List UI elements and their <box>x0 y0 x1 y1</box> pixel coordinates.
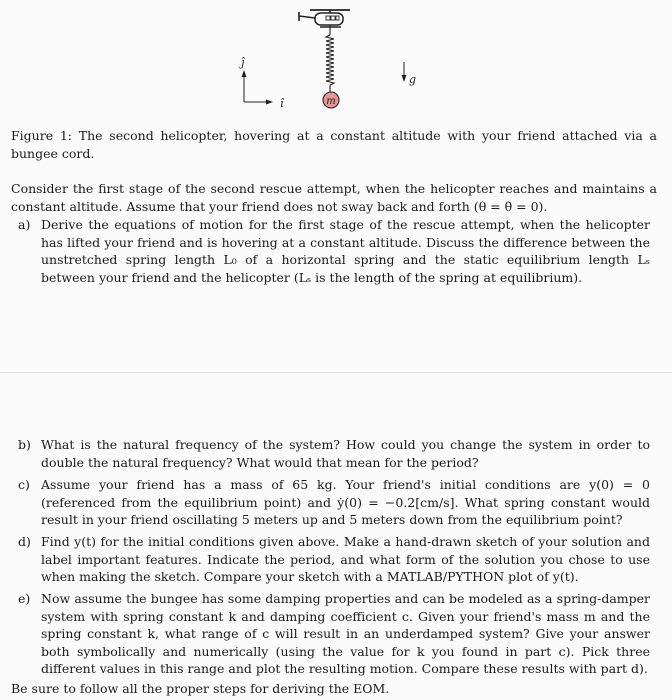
question-item-e <box>18 590 650 678</box>
helicopter-figure <box>0 0 672 125</box>
item-label: e) <box>18 591 31 606</box>
item-text: Assume your friend has a mass of 65 kg. Your friend's initial conditions are y(0) = 0 (referenced from the equilibrium point) and ẏ(0) = −0.2[cm/s]. What spring constant would result in your friend oscillating 5 meters up and 5 meters down from the equilibrium point? <box>41 477 650 527</box>
item-text: Find y(t) for the initial conditions given above. Make a hand-drawn sketch of your solution and label important features. Indicate the period, and what form of the solution you chose to use when making the sketch. Compare your sketch with a MATLAB/PYTHON plot of y(t). <box>41 534 650 584</box>
j-unit-label: ĵ <box>241 56 245 69</box>
page-break-divider <box>0 372 672 373</box>
item-label: c) <box>18 477 30 492</box>
item-label: a) <box>18 217 31 232</box>
helicopter-icon <box>299 10 350 27</box>
question-item-d <box>18 533 650 586</box>
item-text: Now assume the bungee has some damping properties and can be modeled as a spring-damper system with spring constant k and damping coefficient c. Given your friend's mass m and the spring constant k, what range of c will result in an underdamped system? Give your answer both symbolically and numerically (using the value for k you found in part c). Pick three different values in this range and plot the resulting motion. Compare these results with part d). <box>41 591 650 676</box>
item-text: Derive the equations of motion for the first stage of the rescue attempt, when the helicopter has lifted your friend and is hovering at a constant altitude. Discuss the difference between the unstretched spring length L₀ of a horizontal spring and the static equilibrium length Lₛ between your friend and the helicopter (Lₛ is the length of the spring at equilibrium). <box>41 217 650 285</box>
question-item-c <box>18 476 650 529</box>
item-text: What is the natural frequency of the system? How could you change the system in order to double the natural frequency? What would that mean for the period? <box>41 437 650 470</box>
question-item-a <box>18 216 650 286</box>
gravity-arrow <box>402 62 417 86</box>
bungee-spring <box>326 25 334 92</box>
item-label: b) <box>18 437 31 452</box>
final-instruction: Be sure to follow all the proper steps for deriving the EOM. <box>11 681 390 696</box>
item-label: d) <box>18 534 31 549</box>
mass-label: m <box>326 96 336 107</box>
friend-mass <box>323 92 339 108</box>
figure-caption: Figure 1: The second helicopter, hovering at a constant altitude with your friend attached via a bungee cord. <box>11 128 657 161</box>
i-unit-label: î <box>280 97 284 110</box>
gravity-label: g <box>409 73 417 86</box>
coordinate-axes <box>239 56 285 110</box>
intro-paragraph: Consider the first stage of the second rescue attempt, when the helicopter reaches and maintains a constant altitude. Assume that your friend does not sway back and forth (θ = θ̇ = 0). <box>11 181 657 214</box>
question-item-b <box>18 436 650 471</box>
